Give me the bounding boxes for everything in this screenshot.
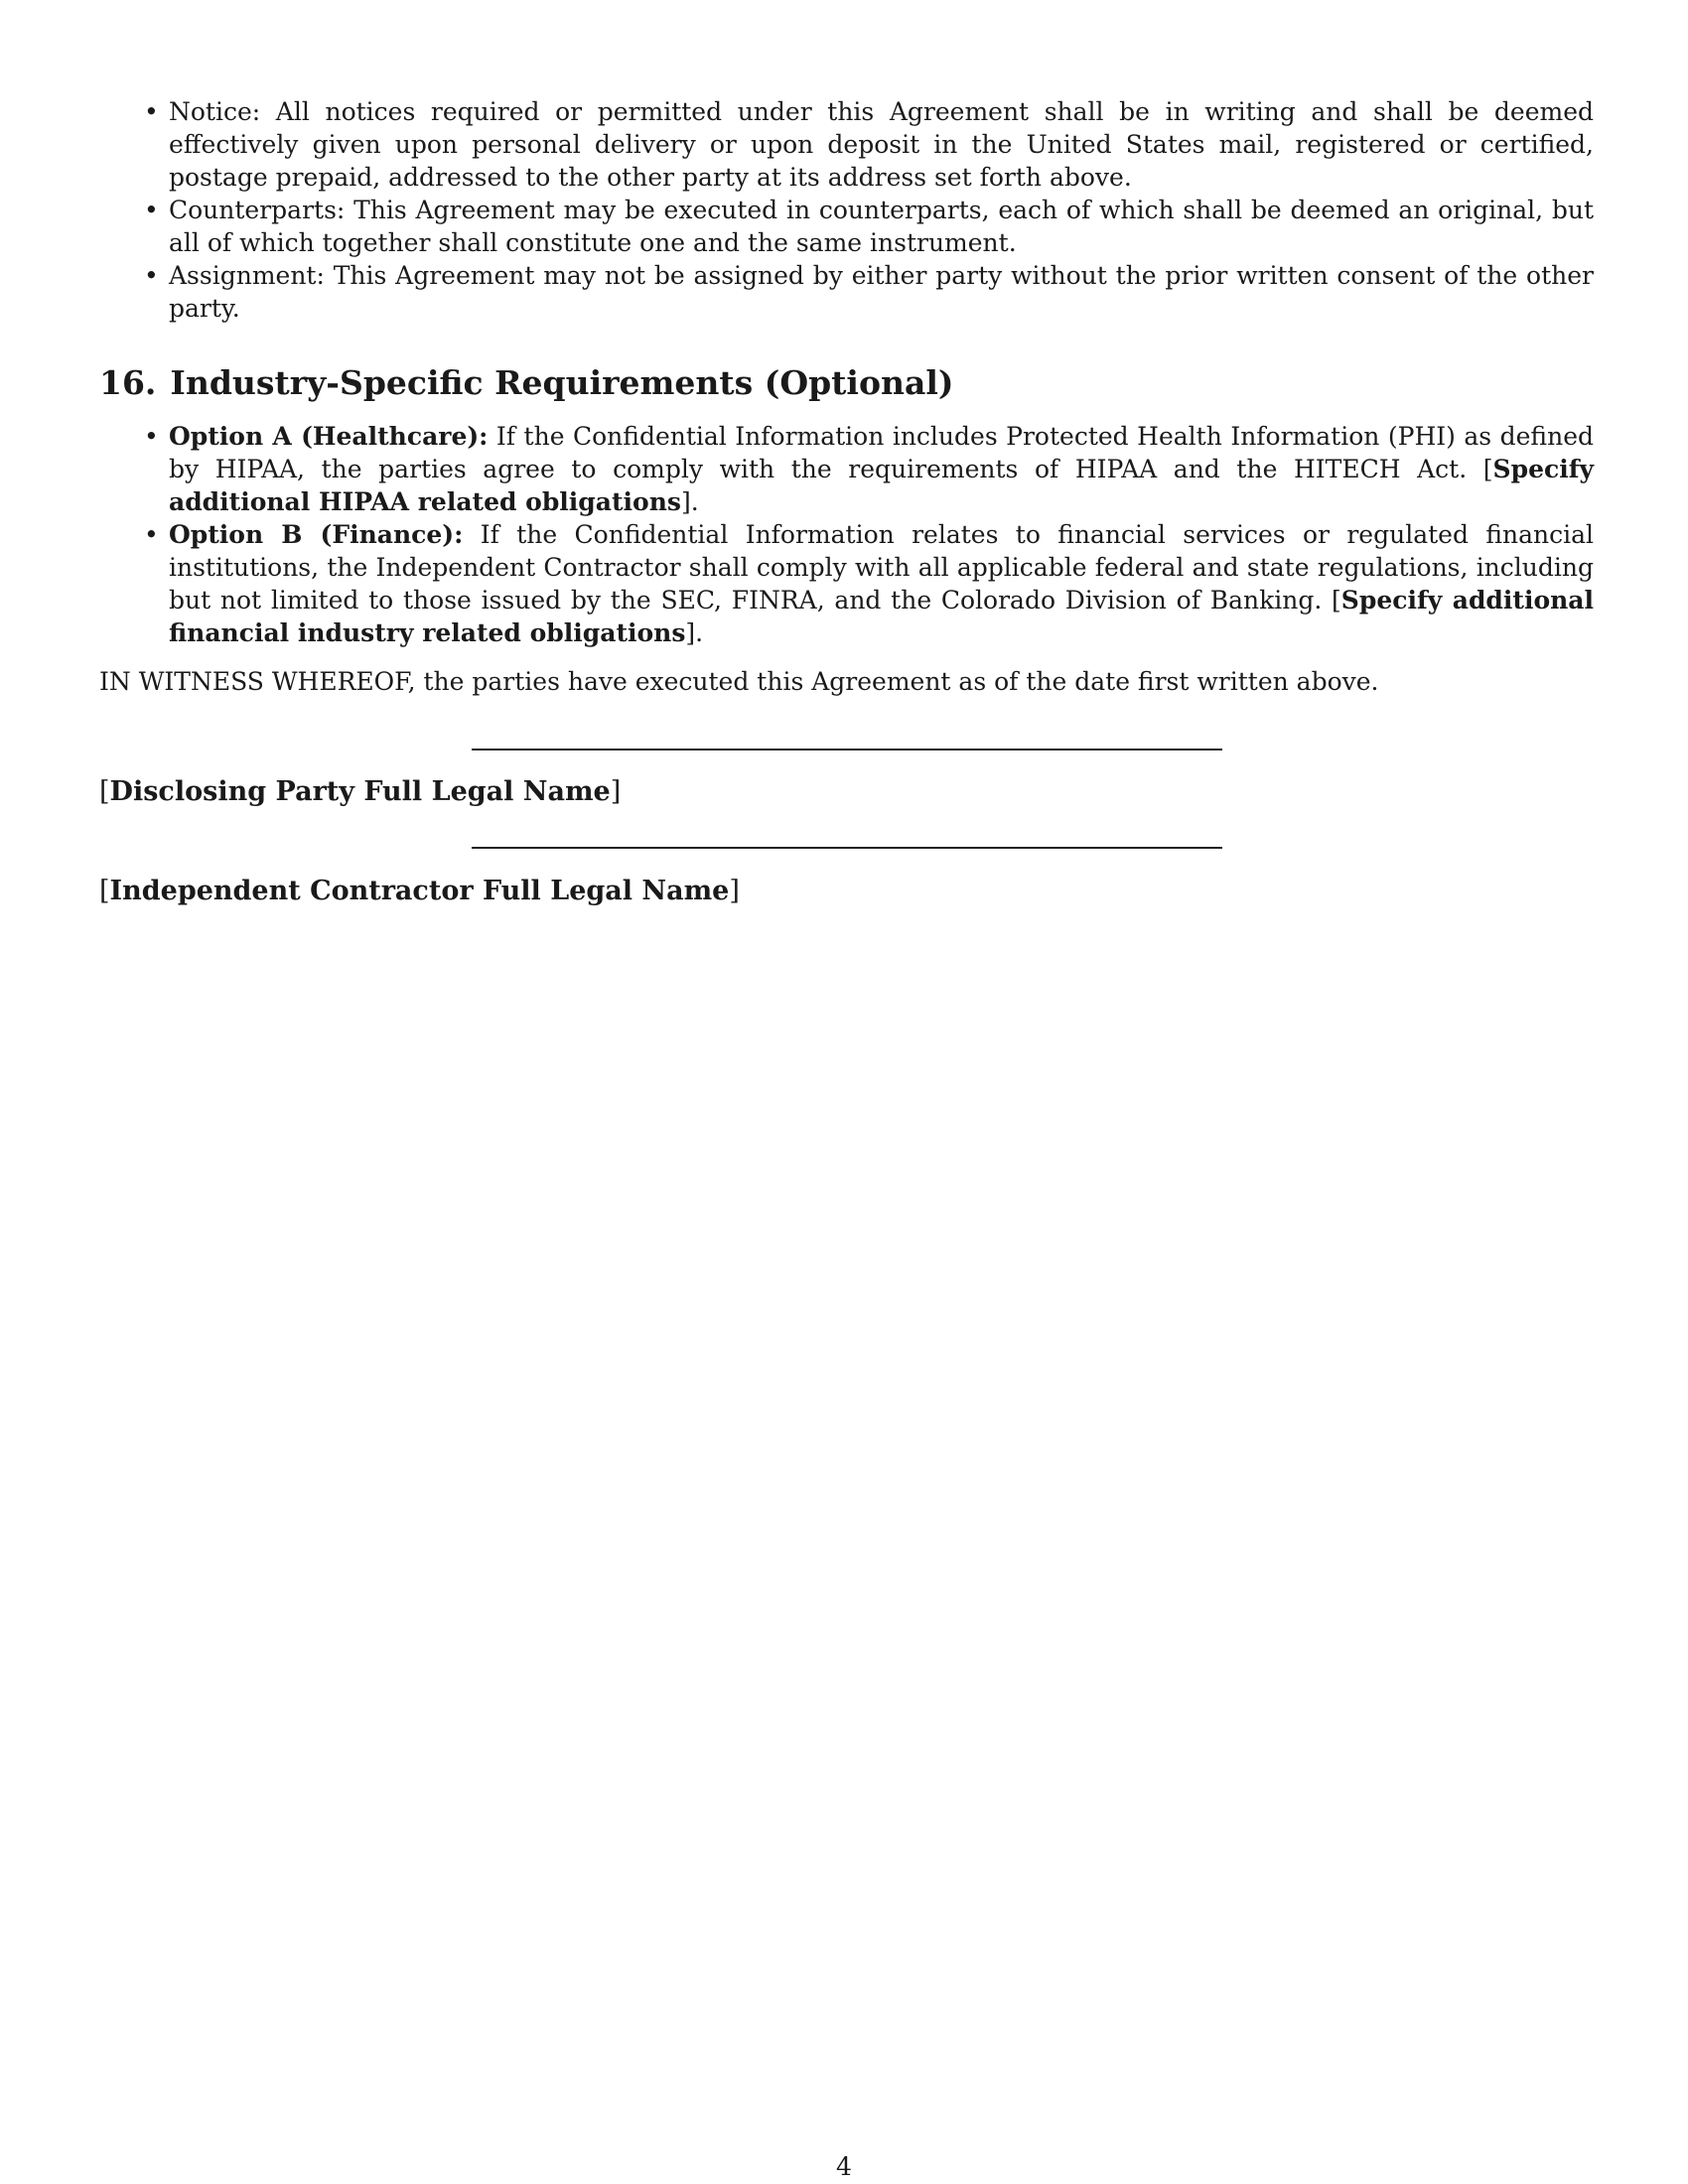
section-title: Industry-Specific Requirements (Optional) [170, 363, 954, 402]
section-16-heading [99, 363, 1594, 403]
bracket-close: ] [610, 776, 622, 807]
bracket-open: [ [99, 776, 110, 807]
list-item-notice [144, 95, 1594, 194]
list-item-assignment [144, 259, 1594, 325]
general-provisions-list [99, 95, 1594, 325]
option-placeholder: Specify additional HIPAA related obligations [169, 455, 1594, 516]
witness-statement: IN WITNESS WHEREOF, the parties have executed this Agreement as of the date first written above. [99, 667, 1379, 696]
bullet-icon: • [144, 261, 159, 290]
industry-options-list [99, 420, 1594, 649]
option-text: If the Confidential Information includes Protected Health Information (PHI) as defined by HIPAA, the parties agree to comply with the requirements of HIPAA and the HITECH Act. [ [169, 422, 1594, 483]
list-item-counterparts [144, 194, 1594, 259]
option-suffix: ]. [680, 487, 699, 516]
option-placeholder: Specify additional financial industry related obligations [169, 586, 1594, 647]
signatory-name: Independent Contractor Full Legal Name [109, 876, 730, 906]
independent-contractor-name [99, 875, 740, 907]
list-item-text: Assignment: This Agreement may not be assigned by either party without the prior written consent of the other party. [169, 261, 1594, 323]
bracket-open: [ [99, 876, 110, 906]
page-number: 4 [836, 2152, 852, 2181]
bullet-icon: • [144, 520, 159, 549]
bracket-close: ] [729, 876, 740, 906]
bullet-icon: • [144, 196, 159, 224]
option-label: Option B (Finance): [169, 520, 464, 549]
disclosing-party-name [99, 775, 621, 808]
list-item-option-b [144, 518, 1594, 649]
signature-line-independent-contractor [472, 847, 1222, 849]
list-item-text: Counterparts: This Agreement may be executed in counterparts, each of which shall be deemed an original, but all of which together shall constitute one and the same instrument. [169, 196, 1594, 257]
bullet-icon: • [144, 97, 159, 126]
option-label: Option A (Healthcare): [169, 422, 489, 451]
list-item-option-a [144, 420, 1594, 518]
option-suffix: ]. [685, 618, 704, 647]
signature-line-disclosing-party [472, 749, 1222, 751]
signatory-name: Disclosing Party Full Legal Name [109, 776, 611, 807]
section-number: 16. [99, 363, 157, 402]
bullet-icon: • [144, 422, 159, 451]
list-item-text: Notice: All notices required or permitted under this Agreement shall be in writing and shall be deemed effectively given upon personal delivery or upon deposit in the United States mail, registered or certified, postage prepaid, addressed to the other party at its address set forth above. [169, 97, 1594, 192]
document-page [99, 95, 1594, 906]
option-text: If the Confidential Information relates to financial services or regulated financial institutions, the Independent Contractor shall comply with all applicable federal and state regulations, including but not limited to those issued by the SEC, FINRA, and the Colorado Division of Banking. [ [169, 520, 1594, 614]
